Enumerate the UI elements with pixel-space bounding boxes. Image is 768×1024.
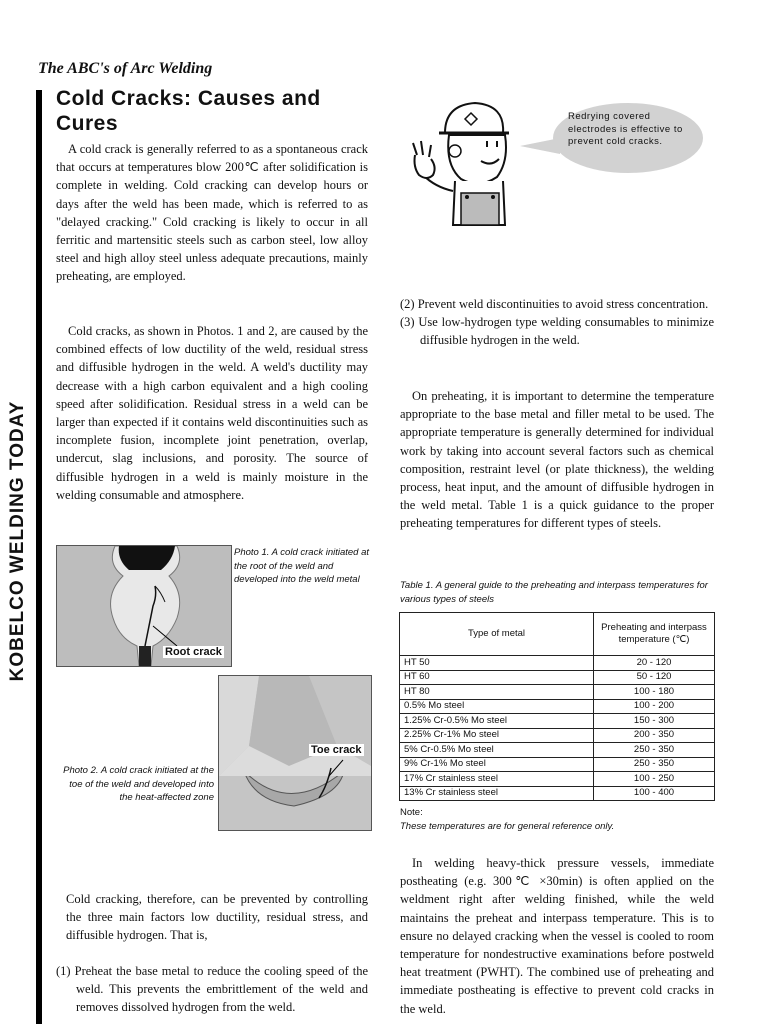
metal-cell: 13% Cr stainless steel	[400, 786, 594, 801]
metal-cell: HT 60	[400, 670, 594, 685]
temp-cell: 100 - 180	[594, 685, 715, 700]
temp-cell: 50 - 120	[594, 670, 715, 685]
temp-cell: 100 - 200	[594, 699, 715, 714]
temp-cell: 20 - 120	[594, 656, 715, 671]
metal-cell: 0.5% Mo steel	[400, 699, 594, 714]
paragraph-1: A cold crack is generally referred to as a spontaneous crack that occurs at temperatures blow 200℃ after solidification is complete in welding. Cold cracking can develop hours or days after the weld has been made, which is referred to as "delayed cracking." Cold cracking is likely to occur in all ferritic and martensitic steels such as carbon steel, low alloy steel and high alloy steel unless adequate precautions, mainly preheating, are employed.	[56, 142, 368, 284]
list-item-2: (2) Prevent weld discontinuities to avoid stress concentration.	[400, 297, 709, 311]
table-row	[400, 757, 715, 772]
photo-toe-crack	[218, 675, 372, 831]
speech-bubble-text: Redrying covered electrodes is effective to prevent cold cracks.	[568, 111, 683, 147]
table-row	[400, 699, 715, 714]
paragraph-3: Cold cracking, therefore, can be prevented by controlling the three main factors low ductility, residual stress, and diffusible hydrogen. That is,	[66, 892, 368, 943]
temp-cell: 150 - 300	[594, 714, 715, 729]
temp-cell: 100 - 250	[594, 772, 715, 787]
series-title: The ABC's of Arc Welding	[38, 60, 213, 77]
welder-cartoon	[405, 95, 515, 235]
metal-cell: 2.25% Cr-1% Mo steel	[400, 728, 594, 743]
temp-cell: 250 - 350	[594, 743, 715, 758]
table-row	[400, 656, 715, 671]
metal-cell: 5% Cr-0.5% Mo steel	[400, 743, 594, 758]
table-row	[400, 670, 715, 685]
list-left	[56, 962, 368, 1017]
temp-cell: 250 - 350	[594, 757, 715, 772]
preheat-table	[399, 612, 715, 801]
table-note-label: Note:	[400, 807, 423, 818]
metal-cell: 9% Cr-1% Mo steel	[400, 757, 594, 772]
article-title: Cold Cracks: Causes and Cures	[56, 87, 321, 135]
table-caption: Table 1. A general guide to the preheating and interpass temperatures for various types of steels	[400, 580, 708, 605]
paragraph-5: In welding heavy-thick pressure vessels, immediate postheating (e.g. 300℃ ×30min) is often applied on the weldment right after welding finished, while the weld maintains the preheat and interpass temperature. This is to ensure no delayed cracking when the vessel is cooled to room temperature for nondestructive examinations before postweld heat treatment (PWHT). The combined use of preheating and immediate postheating is effective to prevent cold cracks in the weld.	[400, 856, 714, 1016]
toe-crack-label: Toe crack	[311, 744, 362, 756]
metal-cell: HT 80	[400, 685, 594, 700]
paragraph-4: On preheating, it is important to determine the temperature appropriate to the base metal and filler metal to be used. The appropriate temperature is generally determined for individual work by taking into account several factors such as chemical composition, restraint level (or plate thickness), the welding process, heat input, and the amount of diffusible hydrogen in the weld metal. Table 1 is a quick guidance to the proper preheating temperatures for different types of steels.	[400, 389, 714, 531]
table-row	[400, 728, 715, 743]
photo-root-crack	[56, 545, 232, 667]
table-row	[400, 772, 715, 787]
metal-cell: 17% Cr stainless steel	[400, 772, 594, 787]
photo2-caption: Photo 2. A cold crack initiated at the toe of the weld and developed into the heat-affected zone	[63, 765, 214, 803]
metal-cell: 1.25% Cr-0.5% Mo steel	[400, 714, 594, 729]
paragraph-2: Cold cracks, as shown in Photos. 1 and 2, are caused by the combined effects of low ductility of the weld, residual stress and diffusible hydrogen in the weld. A weld's ductility may decrease with a high carbon equivalent and a high cooling speed after solidification. Residual stress in a weld can be larger than expected if it contains weld discontinuities such as incomplete fusion, incomplete joint penetration, overlap, undercut, slag inclusions, and porosity. The source of diffusible hydrogen in a weld is mainly moisture in the welding consumable and atmosphere.	[56, 324, 368, 502]
photo1-caption: Photo 1. A cold crack initiated at the root of the weld and developed into the weld metal	[234, 547, 370, 585]
temp-cell: 200 - 350	[594, 728, 715, 743]
list-item-1: (1) Preheat the base metal to reduce the cooling speed of the weld. This prevents the embrittlement of the weld and removes dissolved hydrogen from the weld.	[56, 964, 368, 1015]
root-crack-label: Root crack	[165, 646, 222, 658]
table-row	[400, 743, 715, 758]
table-row	[400, 786, 715, 801]
metal-cell: HT 50	[400, 656, 594, 671]
table-note	[400, 806, 714, 834]
table-row	[400, 685, 715, 700]
table-note-text: These temperatures are for general reference only.	[400, 821, 615, 832]
magazine-name: KOBELCO WELDING TODAY	[7, 400, 28, 682]
welder-cartoon-icon	[405, 95, 515, 235]
list-item-3: (3) Use low-hydrogen type welding consumables to minimize diffusible hydrogen in the weld.	[400, 315, 714, 348]
list-right	[400, 295, 714, 350]
col-header-metal: Type of metal	[400, 613, 594, 656]
table-row	[400, 714, 715, 729]
col-header-temp: Preheating and interpass temperature (℃)	[594, 613, 715, 656]
temp-cell: 100 - 400	[594, 786, 715, 801]
left-rule	[36, 90, 42, 1024]
